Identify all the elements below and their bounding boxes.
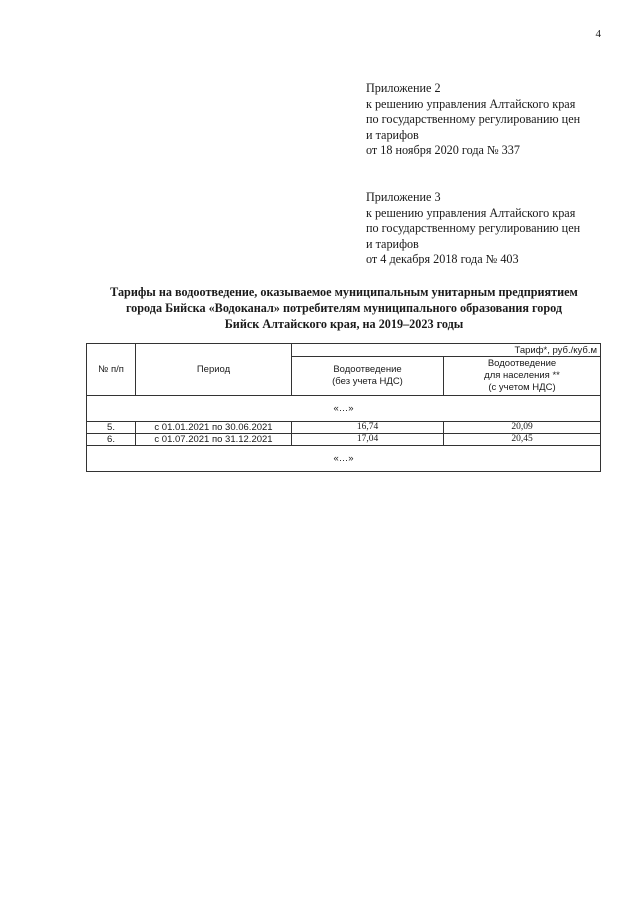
header-period: Период [136,344,292,396]
tariff-table [86,343,601,472]
appendix-line: к решению управления Алтайского края [366,205,576,220]
appendix-2-header [366,81,616,159]
header-without-vat [292,357,444,396]
header-line: для населения ** [484,370,560,381]
appendix-line: по государственному регулированию цен [366,112,581,126]
table-row [87,434,601,446]
header-with-vat [444,357,601,396]
table-row [87,422,601,434]
header-line: (с учетом НДС) [488,382,556,393]
row-period: с 01.07.2021 по 31.12.2021 [136,434,292,446]
appendix-line: по государственному регулированию цен [366,221,581,235]
row-tariff-no-vat: 16,74 [292,422,444,434]
row-number: 5. [87,422,136,434]
row-tariff-with-vat: 20,09 [444,422,601,434]
header-line: Водоотведение [487,358,557,369]
title-line: Бийск Алтайского края, на 2019–2023 годы [224,317,464,331]
row-period: с 01.01.2021 по 30.06.2021 [136,422,292,434]
appendix-3-header [366,190,616,268]
appendix-line: от 4 декабря 2018 года № 403 [366,252,519,266]
header-line: (без учета НДС) [332,376,403,387]
appendix-line: Приложение 3 [366,190,441,204]
appendix-line: от 18 ноября 2020 года № 337 [366,143,520,157]
title-line: города Бийска «Водоканал» потребителям муниципального образования город [125,301,563,315]
row-tariff-no-vat: 17,04 [292,434,444,446]
row-number: 6. [87,434,136,446]
appendix-line: и тарифов [366,127,419,142]
ellipsis-row: «…» [87,446,601,472]
page-number: 4 [595,28,601,40]
appendix-line: к решению управления Алтайского края [366,96,576,111]
appendix-line: Приложение 2 [366,81,441,95]
ellipsis-row: «…» [87,396,601,422]
appendix-line: и тарифов [366,236,419,251]
header-number: № п/п [87,344,136,396]
header-tariff-label: Тариф*, руб./куб.м [514,344,597,356]
row-tariff-with-vat: 20,45 [444,434,601,446]
document-title [80,284,608,332]
header-line: Водоотведение [333,364,402,375]
header-tariff [292,344,601,357]
title-line: Тарифы на водоотведение, оказываемое муниципальным унитарным предприятием [110,285,578,299]
